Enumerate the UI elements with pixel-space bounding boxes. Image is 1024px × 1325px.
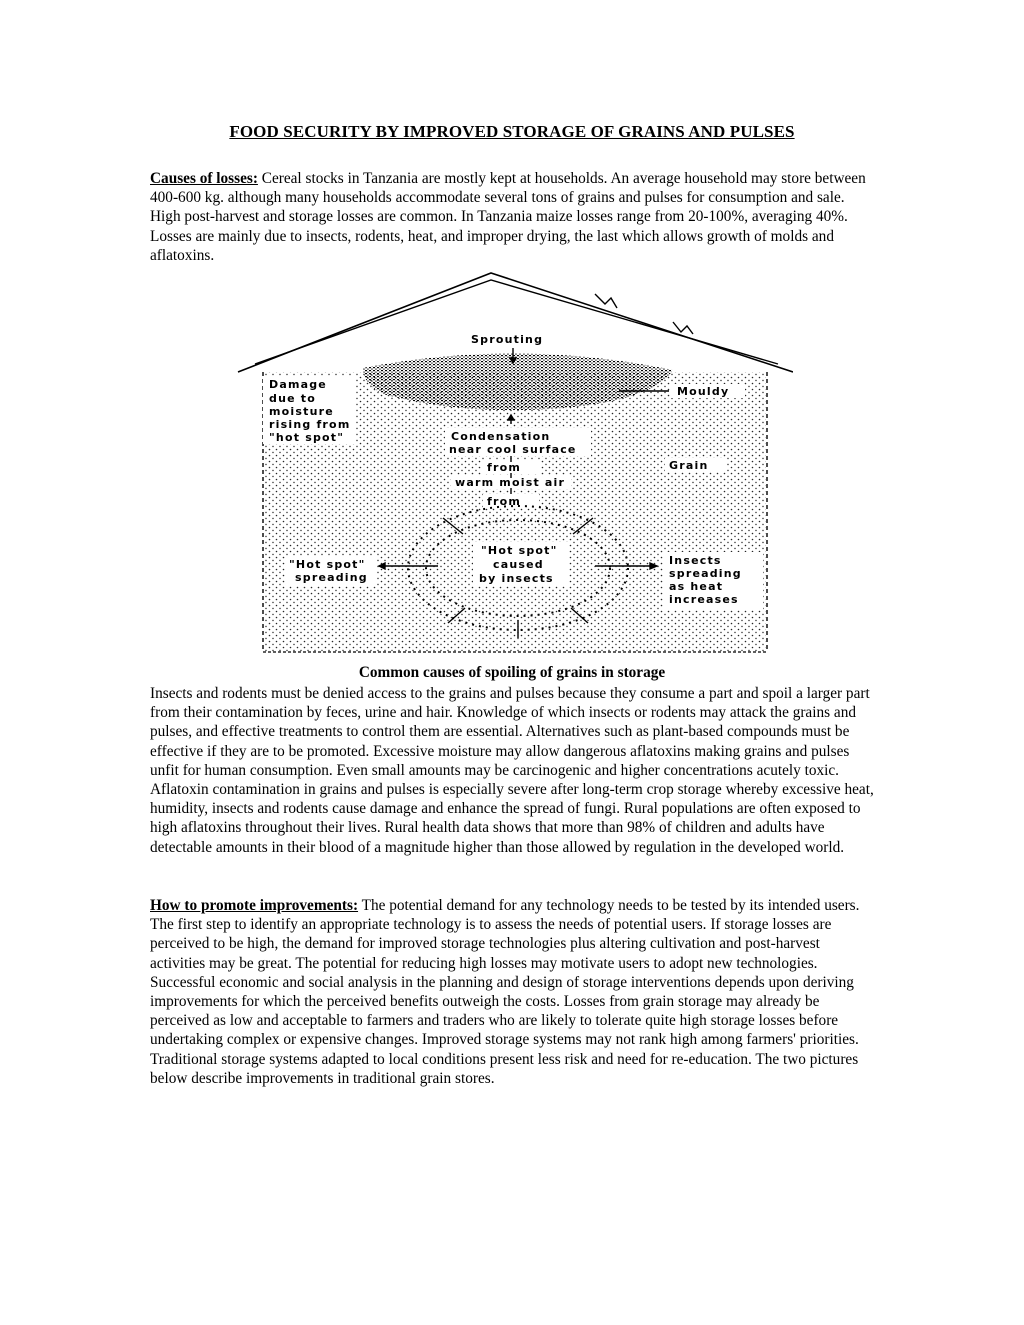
heading-how-to-promote: How to promote improvements: [150, 897, 359, 914]
label-insects: Insects [669, 554, 722, 567]
label-hot-spot-caused: by insects [479, 572, 554, 585]
paragraph-how-to-promote [150, 896, 874, 1088]
label-damage: "hot spot" [269, 431, 345, 444]
label-condensation: Condensation [451, 430, 551, 443]
label-warm-moist-air: warm moist air [455, 476, 566, 489]
label-damage: rising from [269, 418, 351, 431]
label-from: from [487, 461, 522, 474]
label-insects: as heat [669, 580, 724, 593]
paragraph-causes-of-losses [150, 169, 874, 265]
label-condensation: near cool surface [449, 443, 577, 456]
paragraph-insects-and-rodents [150, 684, 874, 857]
label-from: from [487, 495, 522, 508]
label-hot-spot-spreading: spreading [295, 571, 368, 584]
paragraph-text: Insects and rodents must be denied access to the grains and pulses because they consume a part and spoil a larger part from their contamination by feces, urine and hair. Knowledge of which insects or rodents may attack the grains and pulses, and effective treatments to control them are essential. Alternatives such as plant-based compounds must be effective if they are to be promoted. Excessive moisture may allow dangerous aflatoxins making grains and pulses unfit for human consumption. Even small amounts may be carcinogenic and higher concentrations acutely toxic. Aflatoxin contamination in grains and pulses is especially severe after long-term crop storage whereby excessive heat, humidity, insects and rodents cause damage and enhance the spread of fungi. Rural populations are often exposed to high aflatoxins throughout their lives. Rural health data shows that more than 98% of children and adults have detectable amounts in their blood of a magnitude higher than those allowed by regulation in the developed world. [150, 685, 874, 856]
figure-caption: Common causes of spoiling of grains in storage [358, 664, 666, 681]
label-insects: increases [669, 593, 739, 606]
paragraph-text: Cereal stocks in Tanzania are mostly kept at households. An average household may store between 400-600 kg. although many households accommodate several tons of grains and pulses for consumption and sale. High post-harvest and storage losses are common. In Tanzania maize losses range from 20-100%, averaging 40%. Losses are mainly due to insects, rodents, heat, and improper drying, the last which allows growth of molds and aflatoxins. [150, 170, 866, 264]
label-damage: Damage [269, 378, 327, 391]
heading-causes-of-losses: Causes of losses: [150, 170, 258, 187]
label-hot-spot-spreading: "Hot spot" [289, 558, 366, 571]
page-title: FOOD SECURITY BY IMPROVED STORAGE OF GRAINS AND PULSES [229, 122, 795, 141]
grain-store-diagram [233, 268, 793, 660]
label-grain: Grain [669, 459, 709, 472]
label-hot-spot-caused: caused [493, 558, 544, 571]
paragraph-text: The potential demand for any technology needs to be tested by its intended users. The first step to identify an appropriate technology is to assess the needs of potential users. If storage losses are perceived to be high, the demand for improved storage technologies plus altering cultivation and post-harvest activities may be great. The potential for reducing high losses may motivate users to adopt new technologies. Successful economic and social analysis in the planning and design of storage interventions depends upon deriving improvements for which the perceived benefits outweigh the costs. Losses from grain storage may already be perceived as low and acceptable to farmers and traders who are likely to tolerate quite high storage losses before undertaking complex or expensive changes. Improved storage systems may not rank high among farmers' priorities. Traditional storage systems adapted to local conditions present less risk and need for re-education. The two pictures below describe improvements in traditional grain stores. [150, 897, 860, 1087]
label-sprouting: Sprouting [471, 333, 544, 346]
label-damage: moisture [269, 405, 334, 418]
label-hot-spot-caused: "Hot spot" [481, 544, 558, 557]
label-insects: spreading [669, 567, 742, 580]
label-mouldy: Mouldy [677, 385, 730, 398]
label-damage: due to [269, 392, 317, 405]
